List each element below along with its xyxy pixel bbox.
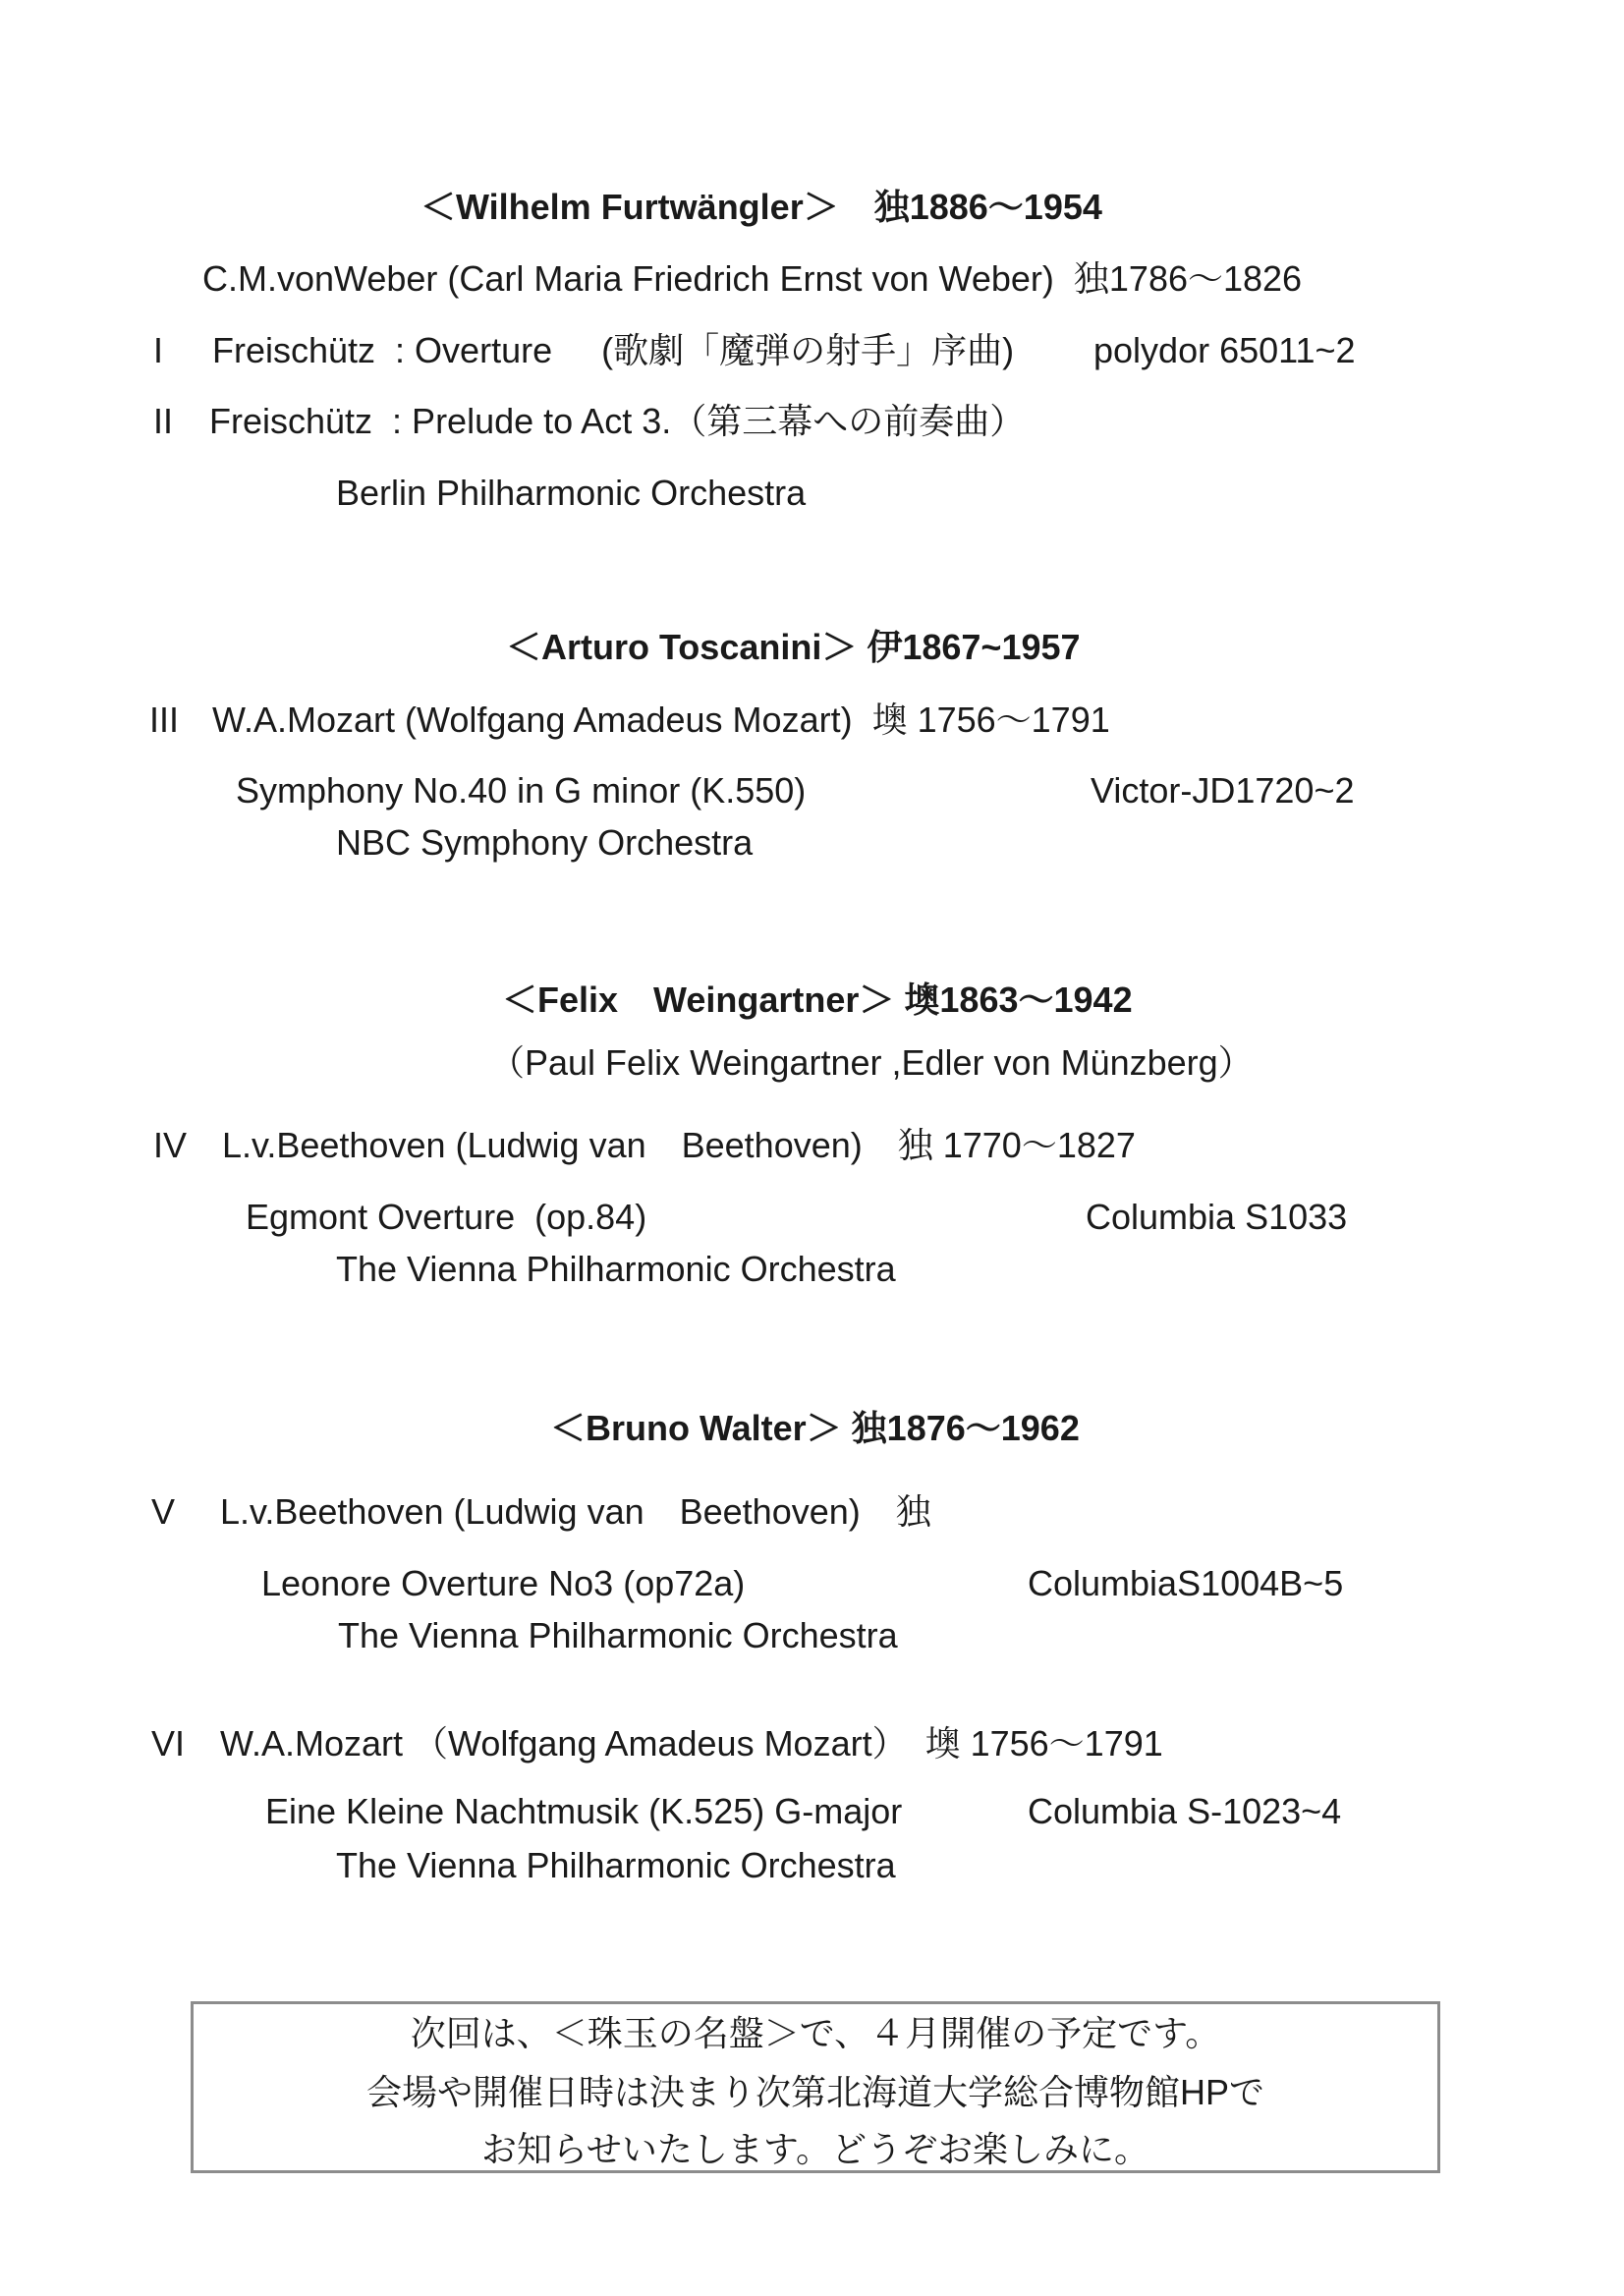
notice-line-3: お知らせいたします。どうぞお楽しみに。 xyxy=(480,2129,1150,2169)
composer-line-mozart-1: W.A.Mozart (Wolfgang Amadeus Mozart) 墺 1756〜1791 xyxy=(212,700,1110,740)
orchestra-berlin: Berlin Philharmonic Orchestra xyxy=(336,473,807,513)
composer-line-weber: C.M.vonWeber (Carl Maria Friedrich Ernst von Weber) 独1786〜1826 xyxy=(202,258,1303,299)
work-title-6: Eine Kleine Nachtmusik (K.525) G-major xyxy=(265,1791,903,1831)
record-label-6: Columbia S-1023~4 xyxy=(1028,1791,1342,1831)
section-subheading-weingartner: （Paul Felix Weingartner ,Edler von Münzberg） xyxy=(489,1042,1254,1083)
orchestra-nbc: NBC Symphony Orchestra xyxy=(336,822,754,863)
work-title-5: Leonore Overture No3 (op72a) xyxy=(261,1563,746,1603)
work-title-2: Freischütz : Prelude to Act 3.（第三幕への前奏曲） xyxy=(209,401,1026,441)
notice-box xyxy=(191,2001,1440,2173)
track-numeral-5: V xyxy=(151,1491,176,1532)
work-title-4: Egmont Overture (op.84) xyxy=(246,1197,647,1237)
notice-line-1: 次回は、＜珠玉の名盤＞で、４月開催の予定です。 xyxy=(410,2013,1221,2053)
section-heading-weingartner: ＜Felix Weingartner＞ 墺1863〜1942 xyxy=(502,980,1133,1020)
orchestra-vienna-2: The Vienna Philharmonic Orchestra xyxy=(338,1615,898,1655)
track-numeral-3: III xyxy=(149,700,180,740)
composer-line-mozart-2: W.A.Mozart （Wolfgang Amadeus Mozart） 墺 1756〜1791 xyxy=(220,1723,1163,1764)
track-numeral-4: IV xyxy=(153,1125,188,1165)
track-numeral-2: II xyxy=(153,401,174,441)
record-label-1: polydor 65011~2 xyxy=(1093,330,1356,370)
section-heading-toscanini: ＜Arturo Toscanini＞ 伊1867~1957 xyxy=(506,627,1081,667)
work-title-3: Symphony No.40 in G minor (K.550) xyxy=(236,770,807,811)
orchestra-vienna-3: The Vienna Philharmonic Orchestra xyxy=(336,1845,896,1885)
composer-line-beethoven-2: L.v.Beethoven (Ludwig van Beethoven) 独 xyxy=(220,1491,931,1532)
record-label-4: Columbia S1033 xyxy=(1086,1197,1348,1237)
section-heading-walter: ＜Bruno Walter＞ 独1876〜1962 xyxy=(550,1408,1080,1448)
notice-line-2: 会場や開催日時は決まり次第北海道大学総合博物館HPで xyxy=(365,2072,1264,2112)
composer-line-beethoven-1: L.v.Beethoven (Ludwig van Beethoven) 独 1770〜1827 xyxy=(222,1125,1136,1165)
orchestra-vienna-1: The Vienna Philharmonic Orchestra xyxy=(336,1249,896,1289)
record-label-3: Victor-JD1720~2 xyxy=(1091,770,1355,811)
work-title-1: Freischütz : Overture (歌劇「魔弾の射手」序曲) xyxy=(212,330,1015,370)
record-label-5: ColumbiaS1004B~5 xyxy=(1028,1563,1344,1603)
section-heading-furtwangler: ＜Wilhelm Furtwängler＞ 独1886〜1954 xyxy=(420,187,1102,227)
track-numeral-1: I xyxy=(153,330,164,370)
track-numeral-6: VI xyxy=(151,1723,186,1764)
